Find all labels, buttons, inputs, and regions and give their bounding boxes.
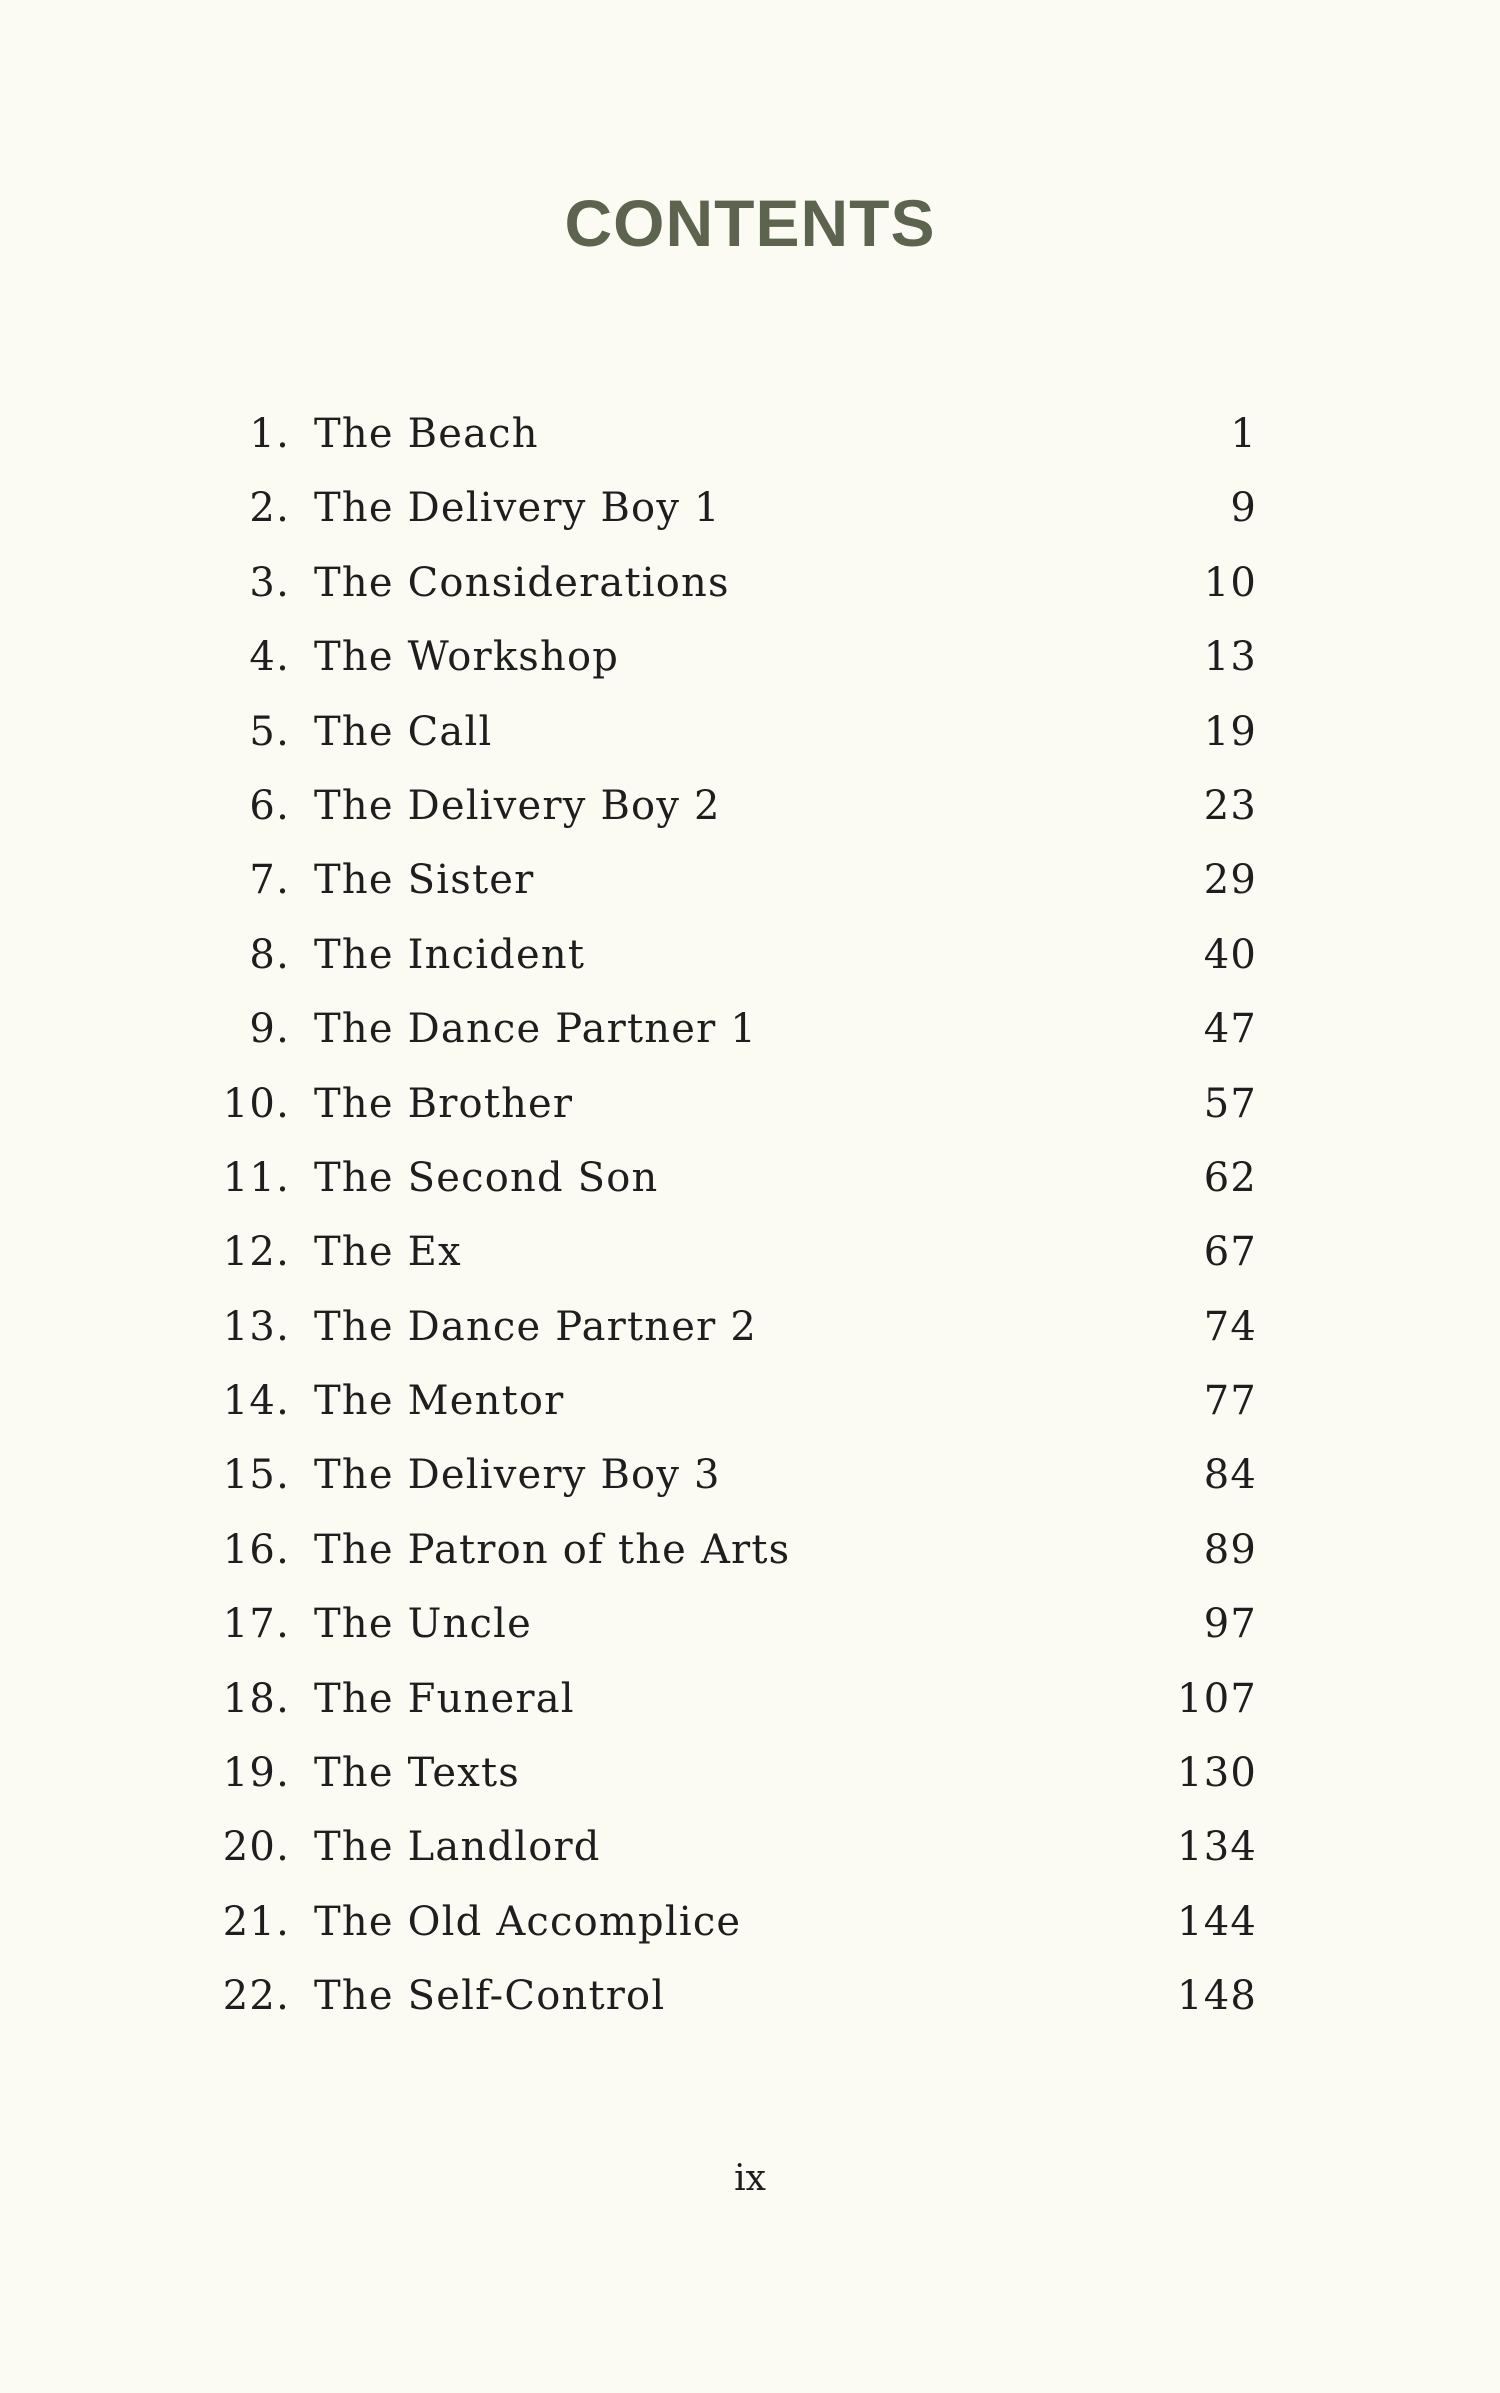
chapter-number: 4. — [249, 634, 290, 681]
page-number: 77 — [1203, 1378, 1257, 1425]
toc-entry — [0, 401, 1500, 475]
toc-entry — [0, 847, 1500, 921]
toc-entry — [0, 1145, 1500, 1219]
page-number: 13 — [1203, 634, 1257, 681]
toc-entry — [0, 922, 1500, 996]
chapter-number: 19. — [222, 1750, 290, 1797]
chapter-title: The Mentor — [314, 1378, 565, 1425]
page-number: 62 — [1203, 1154, 1257, 1201]
chapter-number: 7. — [249, 857, 290, 904]
toc-entry — [0, 1442, 1500, 1516]
toc-entry — [0, 1517, 1500, 1591]
chapter-title: The Funeral — [314, 1675, 575, 1722]
chapter-number: 10. — [222, 1080, 290, 1127]
chapter-title: The Texts — [314, 1750, 521, 1797]
toc-entry — [0, 1666, 1500, 1740]
chapter-number: 17. — [222, 1601, 290, 1648]
page-number: 84 — [1203, 1452, 1257, 1499]
toc-entry — [0, 1963, 1500, 2037]
toc-entry — [0, 1591, 1500, 1665]
page-number: 23 — [1203, 782, 1257, 829]
chapter-title: The Delivery Boy 1 — [314, 485, 721, 532]
chapter-title: The Old Accomplice — [314, 1898, 742, 1945]
toc-entry — [0, 624, 1500, 698]
chapter-number: 13. — [222, 1303, 290, 1350]
toc-entry — [0, 475, 1500, 549]
page-number: 74 — [1203, 1303, 1257, 1350]
chapter-title: The Sister — [314, 857, 535, 904]
chapter-number: 5. — [249, 708, 290, 755]
chapter-number: 12. — [222, 1229, 290, 1276]
page-title: CONTENTS — [564, 186, 936, 260]
chapter-number: 11. — [222, 1154, 290, 1201]
toc-entry — [0, 1368, 1500, 1442]
page-number: 130 — [1177, 1750, 1257, 1797]
toc-entry — [0, 1219, 1500, 1293]
page-number: 97 — [1203, 1601, 1257, 1648]
page-number: 9 — [1230, 485, 1257, 532]
chapter-number: 21. — [222, 1898, 290, 1945]
page-number: 107 — [1177, 1675, 1257, 1722]
chapter-title: The Ex — [314, 1229, 462, 1276]
page-number: 89 — [1203, 1526, 1257, 1573]
chapter-number: 3. — [249, 559, 290, 606]
chapter-number: 8. — [249, 931, 290, 978]
toc-entry — [0, 996, 1500, 1070]
page-number: 57 — [1203, 1080, 1257, 1127]
toc-entry — [0, 1889, 1500, 1963]
chapter-number: 2. — [249, 485, 290, 532]
page-number: 40 — [1203, 931, 1257, 978]
chapter-number: 6. — [249, 782, 290, 829]
toc-entry — [0, 1294, 1500, 1368]
chapter-title: The Second Son — [314, 1154, 659, 1201]
page-number: 134 — [1177, 1824, 1257, 1871]
folio-page-number: ix — [734, 2158, 766, 2199]
chapter-number: 1. — [249, 411, 290, 457]
chapter-title: The Dance Partner 1 — [314, 1006, 757, 1053]
chapter-title: The Call — [314, 708, 493, 755]
chapter-title: The Delivery Boy 3 — [314, 1452, 721, 1499]
chapter-title: The Considerations — [314, 559, 730, 606]
table-of-contents — [0, 401, 1500, 2038]
page-number: 1 — [1230, 411, 1257, 457]
chapter-number: 22. — [222, 1973, 290, 2020]
page-number: 29 — [1203, 857, 1257, 904]
chapter-title: The Brother — [314, 1080, 574, 1127]
toc-entry — [0, 550, 1500, 624]
chapter-number: 14. — [222, 1378, 290, 1425]
toc-entry — [0, 1071, 1500, 1145]
chapter-title: The Beach — [314, 411, 539, 457]
chapter-number: 16. — [222, 1526, 290, 1573]
toc-entry — [0, 1740, 1500, 1814]
toc-entry — [0, 699, 1500, 773]
page-number: 47 — [1203, 1006, 1257, 1053]
page-number: 19 — [1203, 708, 1257, 755]
toc-entry — [0, 1814, 1500, 1888]
chapter-title: The Workshop — [314, 634, 620, 681]
chapter-number: 20. — [222, 1824, 290, 1871]
page-number: 67 — [1203, 1229, 1257, 1276]
chapter-number: 15. — [222, 1452, 290, 1499]
toc-entry — [0, 773, 1500, 847]
chapter-title: The Dance Partner 2 — [314, 1303, 757, 1350]
page-number: 144 — [1177, 1898, 1257, 1945]
chapter-number: 9. — [249, 1006, 290, 1053]
chapter-number: 18. — [222, 1675, 290, 1722]
chapter-title: The Patron of the Arts — [314, 1526, 791, 1573]
page-number: 148 — [1177, 1973, 1257, 2020]
chapter-title: The Delivery Boy 2 — [314, 782, 721, 829]
chapter-title: The Uncle — [314, 1601, 532, 1648]
chapter-title: The Self-Control — [314, 1973, 666, 2020]
page-number: 10 — [1203, 559, 1257, 606]
chapter-title: The Incident — [314, 931, 586, 978]
chapter-title: The Landlord — [314, 1824, 601, 1871]
